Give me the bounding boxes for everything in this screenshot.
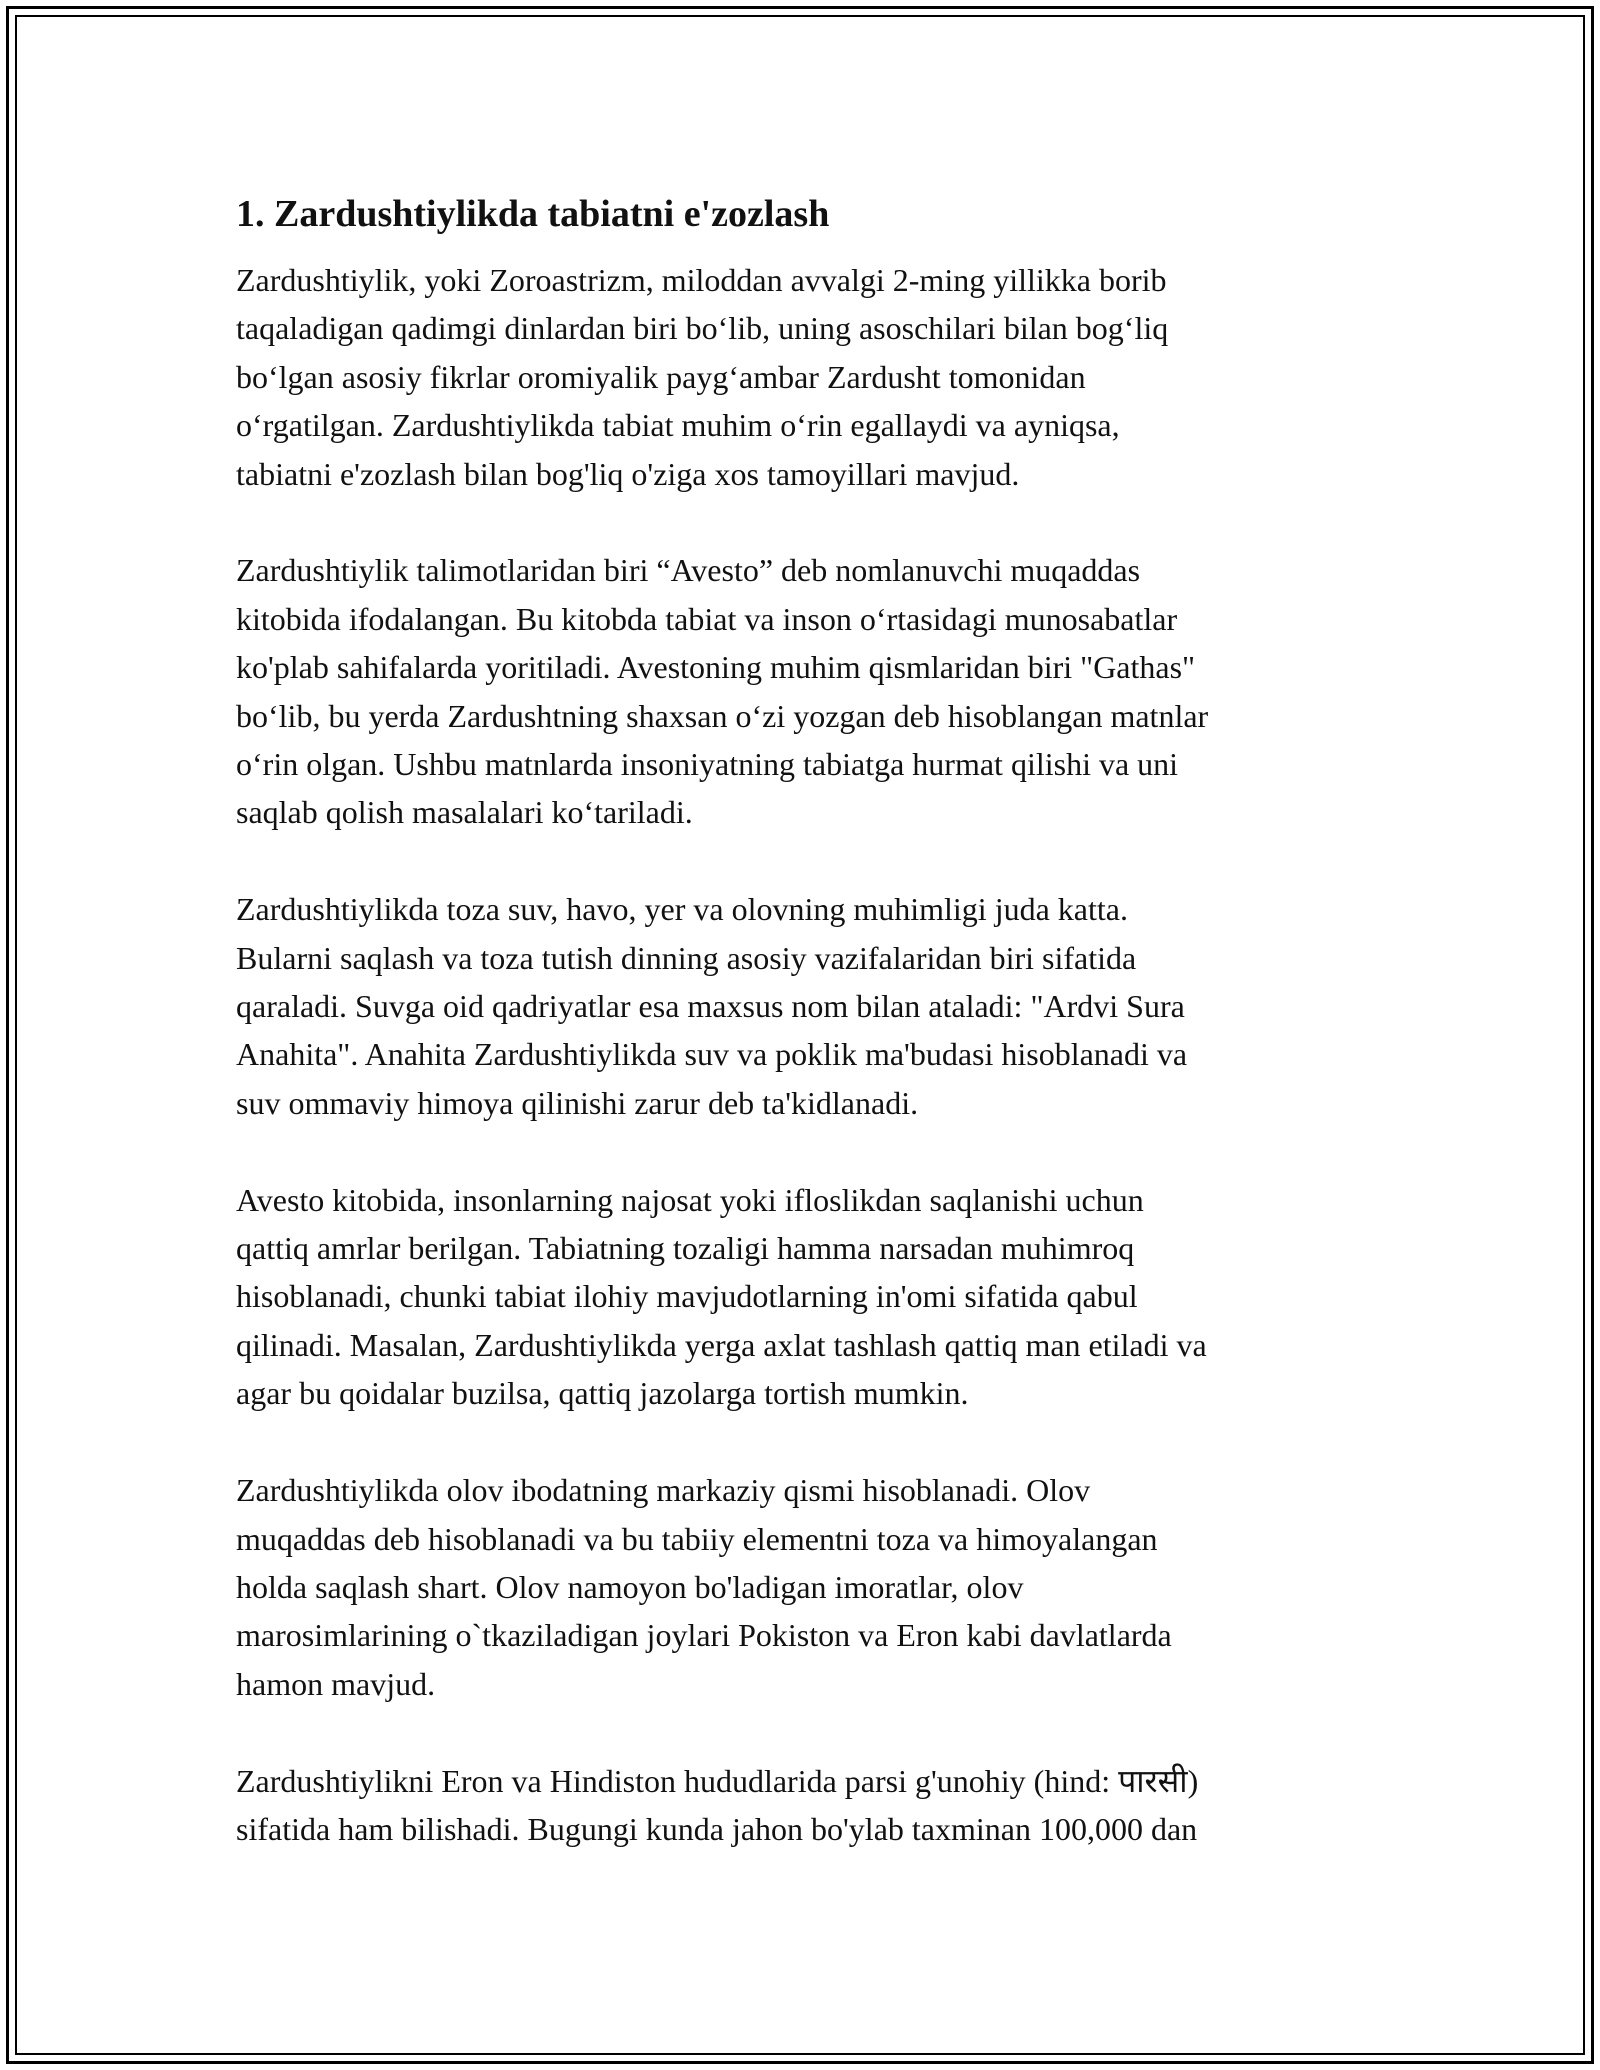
text-line: Zardushtiylikda toza suv, havo, yer va olovning muhimligi juda katta.	[236, 891, 1128, 928]
paragraph-avesto	[236, 546, 1356, 836]
text-line: Bularni saqlash va toza tutish dinning asosiy vazifalaridan biri sifatida	[236, 939, 1137, 976]
text-line: marosimlarining o`tkaziladigan joylari Pokiston va Eron kabi davlatlarda	[236, 1617, 1172, 1654]
text-line: qilinadi. Masalan, Zardushtiylikda yerga axlat tashlash qattiq man etiladi va	[236, 1326, 1207, 1363]
text-line: holda saqlash shart. Olov namoyon bo'ladigan imoratlar, olov	[236, 1568, 1024, 1605]
text-line: bo‘lgan asosiy fikrlar oromiyalik payg‘ambar Zardusht tomonidan	[236, 358, 1086, 395]
text-line: taqaladigan qadimgi dinlardan biri bo‘lib, uning asoschilari bilan bog‘liq	[236, 310, 1169, 347]
text-line: agar bu qoidalar buzilsa, qattiq jazolarga tortish mumkin.	[236, 1375, 969, 1412]
paragraph-parsi	[236, 1757, 1356, 1854]
text-line: Zardushtiylik talimotlaridan biri “Avesto” deb nomlanuvchi muqaddas	[236, 552, 1141, 589]
paragraph-purity	[236, 1176, 1356, 1418]
text-line: hisoblanadi, chunki tabiat ilohiy mavjudotlarning in'omi sifatida qabul	[236, 1278, 1138, 1315]
text-line: saqlab qolish masalalari ko‘tariladi.	[236, 794, 693, 831]
text-line: hamon mavjud.	[236, 1665, 436, 1702]
text-line: sifatida ham bilishadi. Bugungi kunda jahon bo'ylab taxminan 100,000 dan	[236, 1810, 1198, 1847]
text-line: qaraladi. Suvga oid qadriyatlar esa maxsus nom bilan ataladi: "Ardvi Sura	[236, 988, 1185, 1025]
text-line: Zardushtiylik, yoki Zoroastrizm, miloddan avvalgi 2-ming yillikka borib	[236, 262, 1167, 298]
paragraph-fire	[236, 1466, 1356, 1708]
document-body	[236, 186, 1356, 1902]
text-line: Zardushtiylikda olov ibodatning markaziy qismi hisoblanadi. Olov	[236, 1472, 1091, 1509]
text-line: Avesto kitobida, insonlarning najosat yoki ifloslikdan saqlanishi uchun	[236, 1181, 1144, 1218]
text-line: bo‘lib, bu yerda Zardushtning shaxsan o‘zi yozgan deb hisoblangan matnlar	[236, 697, 1209, 734]
text-line: ko'plab sahifalarda yoritiladi. Avestoning muhim qismlaridan biri "Gathas"	[236, 649, 1196, 686]
text-line: suv ommaviy himoya qilinishi zarur deb ta'kidlanadi.	[236, 1084, 919, 1121]
text-line: o‘rin olgan. Ushbu matnlarda insoniyatning tabiatga hurmat qilishi va uni	[236, 746, 1179, 783]
section-heading: 1. Zardushtiylikda tabiatni e'zozlash	[236, 193, 830, 235]
text-line: kitobida ifodalangan. Bu kitobda tabiat va inson o‘rtasidagi munosabatlar	[236, 600, 1178, 637]
paragraph-elements	[236, 885, 1356, 1127]
text-line: muqaddas deb hisoblanadi va bu tabiiy elementni toza va himoyalangan	[236, 1520, 1158, 1557]
text-line: tabiatni e'zozlash bilan bog'liq o'ziga xos tamoyillari mavjud.	[236, 455, 1020, 492]
text-line: Zardushtiylikni Eron va Hindiston hududlarida parsi g'unohiy (hind: पारसी)	[236, 1762, 1199, 1799]
paragraph-intro	[236, 256, 1356, 498]
text-line: qattiq amrlar berilgan. Tabiatning tozaligi hamma narsadan muhimroq	[236, 1230, 1135, 1267]
text-line: Anahita". Anahita Zardushtiylikda suv va poklik ma'budasi hisoblanadi va	[236, 1036, 1188, 1073]
text-line: o‘rgatilgan. Zardushtiylikda tabiat muhim o‘rin egallaydi va ayniqsa,	[236, 407, 1120, 444]
